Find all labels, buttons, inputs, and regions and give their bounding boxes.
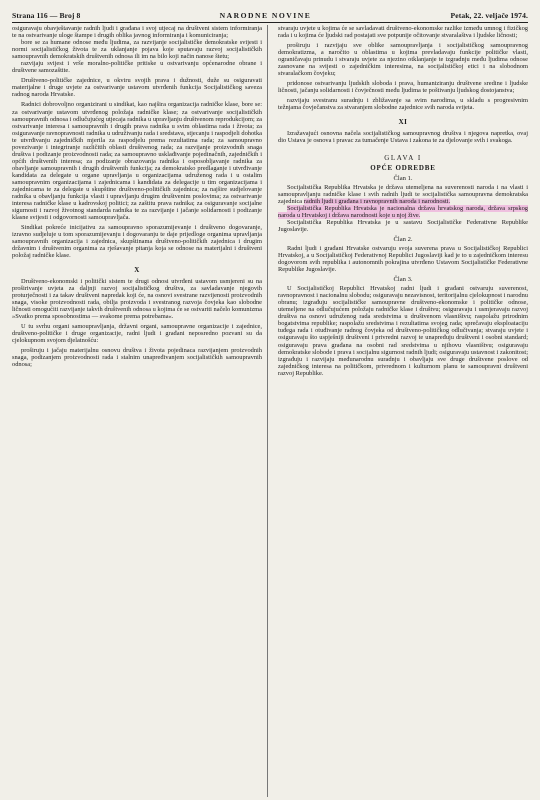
chapter-heading: GLAVA I — [384, 153, 422, 162]
page-header — [12, 8, 528, 23]
paragraph: bore se za humane odnose među ljudima, za razvijanje socijalističke demokratske svijesti i normi socijalističkog života te za uklanjanje pojava koje sputavaju razvoj socijalističkih samoupravnih demokratskih društvenih odnosa ili im na bilo koji način nanose štetu; — [12, 39, 262, 61]
paragraph: U tu svrhu organi samoupravljanja, državni organi, samoupravne organizacije i zajednice, društveno-političke i druge organizacije, radni ljudi i građani neposredno pozvani su da cjelokupnom svojom djelatnošću: — [12, 322, 262, 344]
paragraph: Radnici dobrovoljno organizirani u sindikat, kao najšira organizacija radničke klase, bore se: za ostvarivanje ustavom utvrđenog položaja radničke klase; za ostvarivanje socijalističkih samoupravnih odnosa i odlučujućeg utjecaja radnika u upravljanju društvenom reprodukcijom; za ostvarivanje interesa i samoupravnih i drugih prava radnika u svim oblastima rada i života; za osiguravanje ravnopravnosti radnika u udruživanju rada i sredstava, stjecanju i raspodjeli dohotka te utvrđivanju zajedničkih mjerila za raspodjelu prema rezultatima rada; za samoupravno povezivanje i integriranje različitih oblasti društvenog rada; za razvijanje proizvodnih snaga društva i podizanje proizvodnosti rada; za samoupravno usklađivanje pojedinačnih, zajedničkih i općih društvenih interesa; za podizanje obrazovanja radnika i osposobljavanje radnika za obavljanje samoupravnih i drugih društvenih funkcija; za demokratsko predlaganje i utvrđivanje kandidata za delegate u organe upravljanja u organizacijama udruženog rada i u ostalim samoupravnim organizacijama i zajednicama i kandidata za delegacije u tim organizacijama i zajednicama te za delegate u skupštine društveno-političkih zajednica; za najšire sudjelovanje radnika u obavljanju funkcija vlasti i upravljanju drugim društvenim poslovima; za ostvarivanje interesa radničke klase u kadrovskoj politici; za zaštitu prava radnika; za osiguravanje socijalne sigurnosti i razvoj životnog standarda radnika te za razvijanje i jačanje solidarnosti i podizanje klasne svijesti i odgovornosti samoupravljača. — [12, 101, 262, 222]
paragraph: pridonose ostvarivanju ljudskih sloboda i prava, humaniziranju društvene sredine i ljudske ličnosti, jačanju solidarnosti i čovječnosti među ljudima te poštivanju ljudskog dostojanstva; — [278, 80, 528, 95]
paragraph: Izražavajući osnovna načela socijalističkog samoupravnog društva i njegova napretka, ovaj dio Ustava je osnova i pravac za tumačenje Ustava i zakona te za djelovanje svih i svakoga. — [278, 129, 528, 144]
paragraph: proširuju i jačaju materijalnu osnovu društva i života pojedinaca razvijanjem proizvodnih snaga, podizanjem proizvodnosti rada i stalnim unapređivanjem socijalističkih samoupravnih odnosa; — [12, 346, 262, 369]
newspaper-title: NARODNE NOVINE — [219, 11, 312, 20]
right-column — [278, 25, 528, 797]
article-2-paragraph: Radni ljudi i građani Hrvatske ostvaruju svoja suverena prava u Socijalističkoj Republici Hrvatskoj, a u Socijalističkoj Federativnoj Republici Jugoslaviji kad je to u zajedničkom interesu dogovorom svih republika i autonomnih pokrajina utvrđeno Ustavom Socijalističke Federativne Republike Jugoslavije. — [278, 244, 528, 274]
article-1-label: Član 1. — [393, 174, 413, 182]
article-1-paragraph-3: Socijalistička Republika Hrvatska je u sastavu Socijalističke Federativne Republike Jugoslavije. — [278, 218, 528, 233]
article-2-label: Član 2. — [393, 235, 413, 243]
article-1-paragraph-2 — [278, 205, 528, 219]
article-3-label: Član 3. — [393, 276, 413, 284]
paragraph: razvijaju svijest i vrše moralno-političke pritiske u ostvarivanju općenarodne obrane i društvene samozaštite. — [12, 60, 262, 75]
paragraph: Društveno-ekonomski i politički sistem te drugi odnosi utvrđeni ustavom usmjereni su na proširivanje uvjeta za daljnji razvoj socijalističkog društva, za savladavanje njegovih proturječnosti i za takav društveni napredak koji će, na osnovi svestrane razvijenosti proizvodnih snaga, visoke proizvodnosti rada, obilja proizvoda i svestranog razvoja čovjeka kao slobodne ličnosti omogućiti razvijanje takvih društvenih odnosa u kojima će se ostvariti načelo komunizma »Svatko prema sposobnostima — svakome prema potrebama«. — [12, 277, 262, 320]
left-column — [12, 25, 268, 797]
issue-date: Petak, 22. veljače 1974. — [450, 11, 528, 20]
section-heading-xi: XI — [398, 117, 408, 126]
text-columns — [12, 23, 528, 797]
highlighted-text: radnih ljudi i građana i ravnopravnih naroda i narodnosti. — [303, 197, 451, 205]
paragraph: Društveno-političke zajednice, u okviru svojih prava i dužnosti, duže su osiguravati materijalne i druge uvjete za ostvarivanje ustavom utvrđenih funkcija Socijalističkog saveza radnog naroda Hrvatske. — [12, 77, 262, 99]
article-1-paragraph — [278, 184, 528, 205]
paragraph: proširuju i razvijaju sve oblike samoupravljanja i socijalističkog samoupravnog demokratizma, a naročito u oblastima u kojima prevladavaju funkcije političke vlasti, ograničavaju prinudu i stvaraju uvjete za njezino otklanjanje te izgradnju među ljudima odnose zasnovane na svijesti o zajedničkim interesima, na socijalističkoj etici i na slobodnom stvaralačkom čovjeku; — [278, 42, 528, 78]
paragraph: stvaraju uvjete u kojima će se savladavati društveno-ekonomske razlike između umnog i fizičkog rada i u kojima će ljudski rad postajati sve potpunije očitovanje stvaralaštva i ljudske ličnosti; — [278, 25, 528, 40]
paragraph: Sindikat pokreće inicijativu za samoupravno sporazumijevanje i društveno dogovaranje, izravno sudjeluje u tom sporazumijevanju i dogovaranju te daje prijedloge organima upravljanja samoupravnih organizacija i zajednica, skupštinama društveno-političkih zajednica i drugim državnim i društvenim organima za rješavanje pitanja koja se odnose na materijalni i društveni položaj radničke klase. — [12, 224, 262, 260]
article-1-text: Socijalistička Republika Hrvatska je država utemeljena na suverenosti naroda i na vlasti i samoupravljanju radničke klase i svih radnih ljudi te socijalistička samoupravna demokratska zajednica — [278, 183, 528, 205]
section-heading-x: X — [134, 265, 140, 274]
highlighted-text: Socijalistička Republika Hrvatska je nacionalna država hrvatskog naroda, država srpskog naroda u Hrvatskoj i država narodnosti koje u njoj žive. — [278, 204, 528, 219]
paragraph: osiguravaju obavještavanje radnih ljudi i građana i svoj utjecaj na društveni sistem informiranja te na ostvarivanje uloge štampe i drugih oblika javnog informiranja i komuniciranja; — [12, 25, 262, 40]
article-3-paragraph: U Socijalističkoj Republici Hrvatskoj radni ljudi i građani ostvaruju suverenost, ravnopravnost i nacionalnu slobodu; osiguravaju nezavisnost, teritorijalnu cjelokupnost i narodnu obranu; izgrađuju socijalističke samoupravne društveno-ekonomske i političke odnose, utemeljene na odlučujućem položaju radničke klase i društvu; osiguravaju i usmjeravaju razvoj društva na osnovi udruženog rada sredstvima u društvenom vlasništvu; raspolažu prirodnim bogatstvima republike; raspolažu sredstvima i rezultatima svojeg rada; sprečavaju eksploataciju tuđega rada i otuđivanje radnog čovjeka od društveno-političkog odlučivanja; stvaraju uvjete i osiguravaju što uspješniji društveni i privredni razvoj te unapređuju društveni i osobni standard; osiguravaju prava građana na osobni rad sredstvima u njihovu vlasništvu; osiguravaju demokratske slobode i prava i socijalnu sigurnost radnih ljudi; osiguravaju ustavnost i zakonitost; izgrađuju i razvijaju međunarodnu suradnju i obavljaju sve druge društvene poslove od zajedničkog interesa na političkom, privrednom i kulturnom planu te samoupravni društveni razvoj Republike. — [278, 285, 528, 377]
paragraph: razvijaju svestranu suradnju i zbližavanje sa svim narodima, u skladu s progresivnim težnjama čovječanstva za stvaranjem slobodne zajednice svih naroda svijeta. — [278, 97, 528, 112]
chapter-title: OPĆE ODREDBE — [370, 163, 436, 172]
page-number: Strana 116 — Broj 8 — [12, 11, 81, 20]
